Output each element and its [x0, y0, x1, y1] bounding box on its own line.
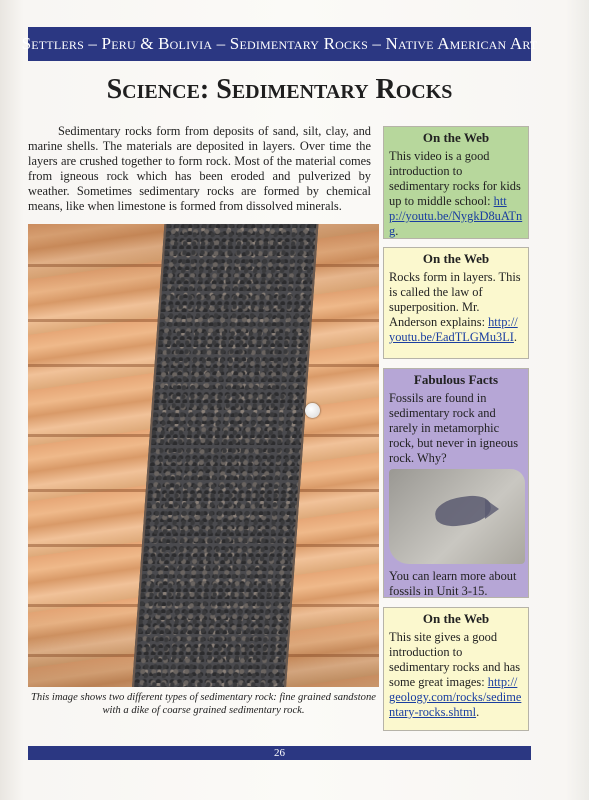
- sedimentary-rock-photo: [28, 224, 379, 687]
- on-the-web-box-2: [383, 247, 529, 359]
- page-title: Science: Sedimentary Rocks: [106, 74, 453, 105]
- header-bar: [21, 27, 538, 61]
- intro-paragraph: Sedimentary rocks form from deposits of sand, silt, clay, and marine shells. The materials are deposited in layers. Over time the layers are crushed together to form rock. Most of the material comes from igneous rock which has been eroded and pulverized by weather. Sometimes sedimentary rocks are formed by chemical means, like when limestone is formed from dissolved minerals.: [28, 124, 371, 213]
- box-text: Rocks form in layers. This is called the law of superposition. Mr. Anderson explains:: [389, 270, 521, 329]
- header-title: Settlers – Peru & Bolivia – Sedimentary Rocks – Native American Art: [21, 34, 538, 53]
- box-punct: .: [476, 705, 480, 719]
- box-punct: .: [395, 224, 399, 238]
- video-link[interactable]: http://youtu.be/EadTLGMu3LI: [389, 315, 518, 344]
- photo-caption: This image shows two different types of sedimentary rock: fine grained sandstone with a dike of coarse grained sedimentary rock.: [31, 692, 376, 716]
- on-the-web-box-3: [383, 607, 529, 731]
- box-text: This video is a good introduction to sedimentary rocks for kids up to middle school:: [389, 149, 521, 208]
- coin-scale-marker: [305, 403, 320, 418]
- video-link[interactable]: http://youtu.be/NygkD8uATng: [389, 194, 523, 238]
- fact-followup-text: You can learn more about fossils in Unit 3-15.: [389, 569, 517, 598]
- box-title: On the Web: [422, 611, 490, 626]
- fossil-image: [389, 469, 525, 564]
- fabulous-facts-box: [383, 368, 529, 598]
- box-title: On the Web: [422, 130, 490, 145]
- box-punct: .: [513, 330, 518, 344]
- box-title: On the Web: [422, 251, 490, 266]
- coarse-rock-dike: [131, 224, 319, 687]
- fact-text: Fossils are found in sedimentary rock and rarely in metamorphic rock, but never in igneous rock. Why?: [389, 391, 519, 465]
- on-the-web-box-1: [383, 126, 529, 239]
- footer-bar: [28, 746, 531, 760]
- website-link[interactable]: http://geology.com/rocks/sedimentary-rocks.shtml: [389, 675, 522, 719]
- box-title: Fabulous Facts: [413, 372, 499, 387]
- page-number: 26: [274, 747, 285, 759]
- fossil-fish-icon: [433, 493, 492, 529]
- box-text: This site gives a good introduction to sedimentary rocks and has some great images:: [389, 630, 521, 689]
